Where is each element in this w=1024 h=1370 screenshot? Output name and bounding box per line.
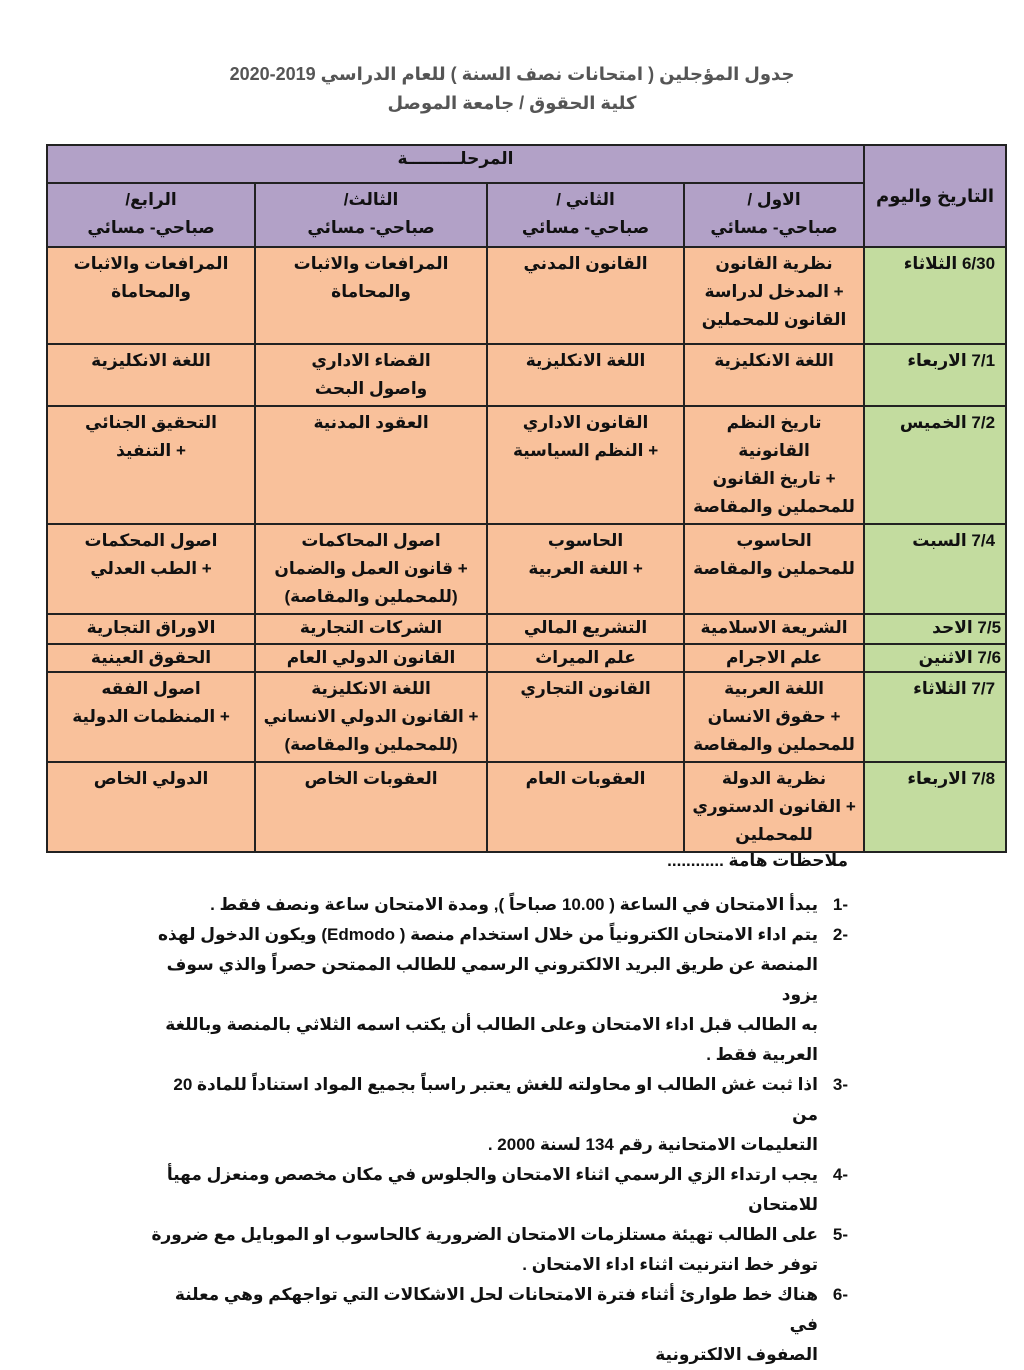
- note-text: يجب ارتداء الزي الرسمي اثناء الامتحان والجلوس في مكان مخصص ومنعزل مهيأ للامتحان: [166, 1165, 818, 1214]
- subject-cell: التحقيق الجنائي + التنفيذ: [47, 406, 255, 524]
- note-item: [148, 1220, 848, 1280]
- date-cell: 7/1 الاربعاء: [864, 344, 1006, 406]
- stage-third-header: الثالث/ صباحي- مسائي: [255, 183, 487, 247]
- subject-cell: اللغة الانكليزية: [684, 344, 864, 406]
- note-number: -4: [832, 1165, 848, 1184]
- note-number: -2: [832, 925, 848, 944]
- note-item: [148, 1280, 848, 1370]
- note-item: [148, 890, 848, 920]
- subject-cell: علم الميراث: [487, 644, 684, 672]
- note-number: -3: [832, 1075, 848, 1094]
- subject-cell: الدولي الخاص: [47, 762, 255, 852]
- note-text: يتم اداء الامتحان الكترونياً من خلال استخدام منصة ( Edmodo) ويكون الدخول لهذه المنصة عن طريق البريد الالكتروني الرسمي للطالب الممتحن حصراً والذي سوف يزود به الطالب قبل اداء الامتحان وعلى الطالب أن يكتب اسمه الثلاثي بالمنصة وباللغة العربية فقط .: [158, 925, 818, 1064]
- date-cell: 6/30 الثلاثاء: [864, 247, 1006, 344]
- date-cell: 7/5 الاحد: [864, 614, 1006, 644]
- subject-cell: العقود المدنية: [255, 406, 487, 524]
- table-row: [47, 644, 1006, 672]
- subject-cell: اصول الفقه + المنظمات الدولية: [47, 672, 255, 762]
- note-number: -5: [832, 1225, 848, 1244]
- table-row: [47, 614, 1006, 644]
- note-text: هناك خط طوارئ أثناء فترة الامتحانات لحل الاشكالات التي تواجهكم وهي معلنة في الصفوف الالكترونية: [174, 1285, 818, 1364]
- subject-cell: اللغة الانكليزية + القانون الدولي الانساني (للمحملين والمقاصة): [255, 672, 487, 762]
- stage-first-header: الاول / صباحي- مسائي: [684, 183, 864, 247]
- subject-cell: الشركات التجارية: [255, 614, 487, 644]
- subject-cell: اللغة الانكليزية: [47, 344, 255, 406]
- stage-second-header: الثاني / صباحي- مسائي: [487, 183, 684, 247]
- subject-cell: الاوراق التجارية: [47, 614, 255, 644]
- exam-schedule-table: [46, 144, 1007, 853]
- date-cell: 7/2 الخميس: [864, 406, 1006, 524]
- subject-cell: العقوبات الخاص: [255, 762, 487, 852]
- subject-cell: الحقوق العينية: [47, 644, 255, 672]
- subject-cell: القانون التجاري: [487, 672, 684, 762]
- subject-cell: القانون الاداري + النظم السياسية: [487, 406, 684, 524]
- table-row: [47, 524, 1006, 614]
- note-text: اذا ثبت غش الطالب او محاولته للغش يعتبر راسباً بجميع المواد استناداً للمادة 20 من التعليمات الامتحانية رقم 134 لسنة 2000 .: [173, 1075, 818, 1154]
- notes-title: ملاحظات هامة ............: [667, 851, 848, 870]
- subject-cell: المرافعات والاثبات والمحاماة: [47, 247, 255, 344]
- subject-cell: نظرية الدولة + القانون الدستوري للمحملين: [684, 762, 864, 852]
- date-cell: 7/8 الاربعاء: [864, 762, 1006, 852]
- table-row: [47, 247, 1006, 344]
- subject-cell: القانون المدني: [487, 247, 684, 344]
- table-row: [47, 344, 1006, 406]
- document-title: جدول المؤجلين ( امتحانات نصف السنة ) للعام الدراسي 2019-2020: [229, 64, 795, 84]
- note-number: -1: [832, 895, 848, 914]
- table-row: [47, 406, 1006, 524]
- subject-cell: الحاسوب للمحملين والمقاصة: [684, 524, 864, 614]
- subject-cell: اللغة الانكليزية: [487, 344, 684, 406]
- date-day-header: التاريخ واليوم: [864, 145, 1006, 247]
- subject-cell: التشريع المالي: [487, 614, 684, 644]
- note-text: على الطالب تهيئة مستلزمات الامتحان الضرورية كالحاسوب او الموبايل مع ضرورة توفر خط انترنيت اثناء اداء الامتحان .: [151, 1225, 818, 1274]
- subject-cell: المرافعات والاثبات والمحاماة: [255, 247, 487, 344]
- note-number: -6: [832, 1285, 848, 1304]
- subject-cell: الحاسوب + اللغة العربية: [487, 524, 684, 614]
- subject-cell: القانون الدولي العام: [255, 644, 487, 672]
- note-item: [148, 1070, 848, 1160]
- subject-cell: اصول المحاكمات + قانون العمل والضمان (للمحملين والمقاصة): [255, 524, 487, 614]
- subject-cell: نظرية القانون + المدخل لدراسة القانون للمحملين: [684, 247, 864, 344]
- table-row: [47, 762, 1006, 852]
- date-cell: 7/4 السبت: [864, 524, 1006, 614]
- document-subtitle: كلية الحقوق / جامعة الموصل: [387, 93, 637, 113]
- note-text: يبدأ الامتحان في الساعة ( 10.00 صباحاً ), ومدة الامتحان ساعة ونصف فقط .: [210, 895, 818, 914]
- notes-section: [148, 846, 848, 1370]
- date-cell: 7/6 الاثنين: [864, 644, 1006, 672]
- subject-cell: اللغة العربية + حقوق الانسان للمحملين والمقاصة: [684, 672, 864, 762]
- subject-cell: العقوبات العام: [487, 762, 684, 852]
- note-item: [148, 1160, 848, 1220]
- stage-header: المرحلـــــــــة: [47, 145, 864, 183]
- note-item: [148, 920, 848, 1070]
- date-cell: 7/7 الثلاثاء: [864, 672, 1006, 762]
- subject-cell: اصول المحكمات + الطب العدلي: [47, 524, 255, 614]
- subject-cell: الشريعة الاسلامية: [684, 614, 864, 644]
- table-row: [47, 672, 1006, 762]
- subject-cell: علم الاجرام: [684, 644, 864, 672]
- stage-fourth-header: الرابع/ صباحي- مسائي: [47, 183, 255, 247]
- subject-cell: القضاء الاداري واصول البحث: [255, 344, 487, 406]
- subject-cell: تاريخ النظم القانونية + تاريخ القانون للمحملين والمقاصة: [684, 406, 864, 524]
